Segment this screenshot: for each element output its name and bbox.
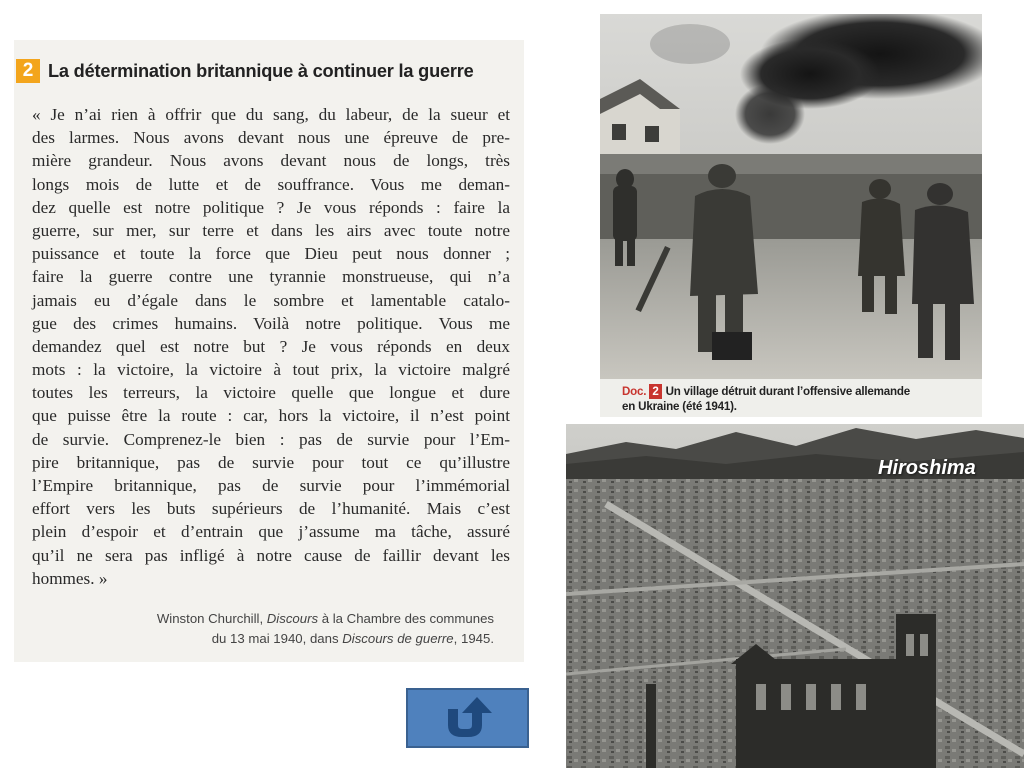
source-date: du 13 mai 1940, dans [211, 631, 343, 646]
quote-line: effort vers les buts supérieurs de l’humanité. Mais c’est [32, 499, 510, 519]
quote-line: jamais eu d’égale dans le sombre et lamentable catalo- [32, 290, 510, 310]
quote-line: gue des crimes humains. Voilà notre politique. Vous me [32, 313, 510, 333]
source-book-title: Discours de guerre [342, 631, 454, 646]
caption-text-line2: en Ukraine (été 1941). [622, 400, 737, 413]
document-number-badge: 2 [16, 59, 40, 83]
caption-doc-number: 2 [649, 384, 661, 399]
source-mid: à la Chambre des communes [318, 611, 494, 626]
source-author: Winston Churchill, [156, 611, 267, 626]
return-button[interactable] [406, 688, 529, 748]
ukraine-photo-image [600, 14, 982, 379]
source-speech-title: Discours [266, 611, 319, 626]
ukraine-photo-caption [600, 379, 982, 417]
quote-line: qu’il ne sera pas infligé à notre cause de faillir devant les [32, 545, 510, 565]
return-arrow-icon [442, 695, 494, 741]
quote-line: mière grandeur. Nous avons devant nous de longs, très [32, 151, 510, 171]
quote-line: l’Empire britannique, pas de survie pour l’immémorial [32, 476, 510, 495]
quote-line: demandez quel est notre but ? Je vous réponds en deux [32, 336, 510, 356]
document-heading [16, 58, 522, 84]
quote-line: hommes. » [32, 568, 108, 588]
quote-line: des larmes. Nous avons devant nous une épreuve de pre- [32, 128, 510, 148]
caption-text-line1: Un village détruit durant l’offensive allemande [665, 385, 911, 398]
quote-line: toutes les terreurs, la victoire quelle que longue et dure [32, 383, 510, 403]
churchill-quote [32, 103, 510, 590]
quote-line: que puisse être la route : car, hors la victoire, il n’est point [32, 406, 510, 426]
quote-line: pire britannique, pas de survie pour tout ce qu’illustre [32, 452, 510, 472]
quote-line: faire la guerre contre une tyrannie monstrueuse, qui n’a [32, 267, 510, 287]
quote-line: guerre, sur mer, sur terre et dans les airs avec toute notre [32, 220, 510, 240]
hiroshima-label: Hiroshima [878, 457, 976, 479]
ukraine-photo [600, 14, 982, 379]
document-panel [14, 40, 524, 662]
document-title: La détermination britannique à continuer la guerre [48, 60, 474, 81]
quote-line: puissance et toute la force que Dieu peut nous donner ; [32, 244, 510, 264]
quote-line: de survie. Comprenez-le bien : pas de survie pour l’Em- [32, 429, 510, 449]
quote-line: dez quelle est notre politique ? Je vous réponds : faire la [32, 197, 510, 217]
quote-line: longs mois de lutte et de souffrance. Vous me deman- [32, 174, 510, 194]
quote-line: « Je n’ai rien à offrir que du sang, du labeur, de la sueur et [32, 105, 510, 124]
quote-source [74, 609, 494, 649]
caption-doc-label: Doc. [622, 385, 647, 398]
source-year: , 1945. [453, 631, 494, 646]
quote-line: mots : la victoire, la victoire à tout prix, la victoire malgré [32, 360, 510, 380]
quote-line: plein d’espoir et d’entrain que j’assume ma tâche, assuré [32, 522, 510, 542]
